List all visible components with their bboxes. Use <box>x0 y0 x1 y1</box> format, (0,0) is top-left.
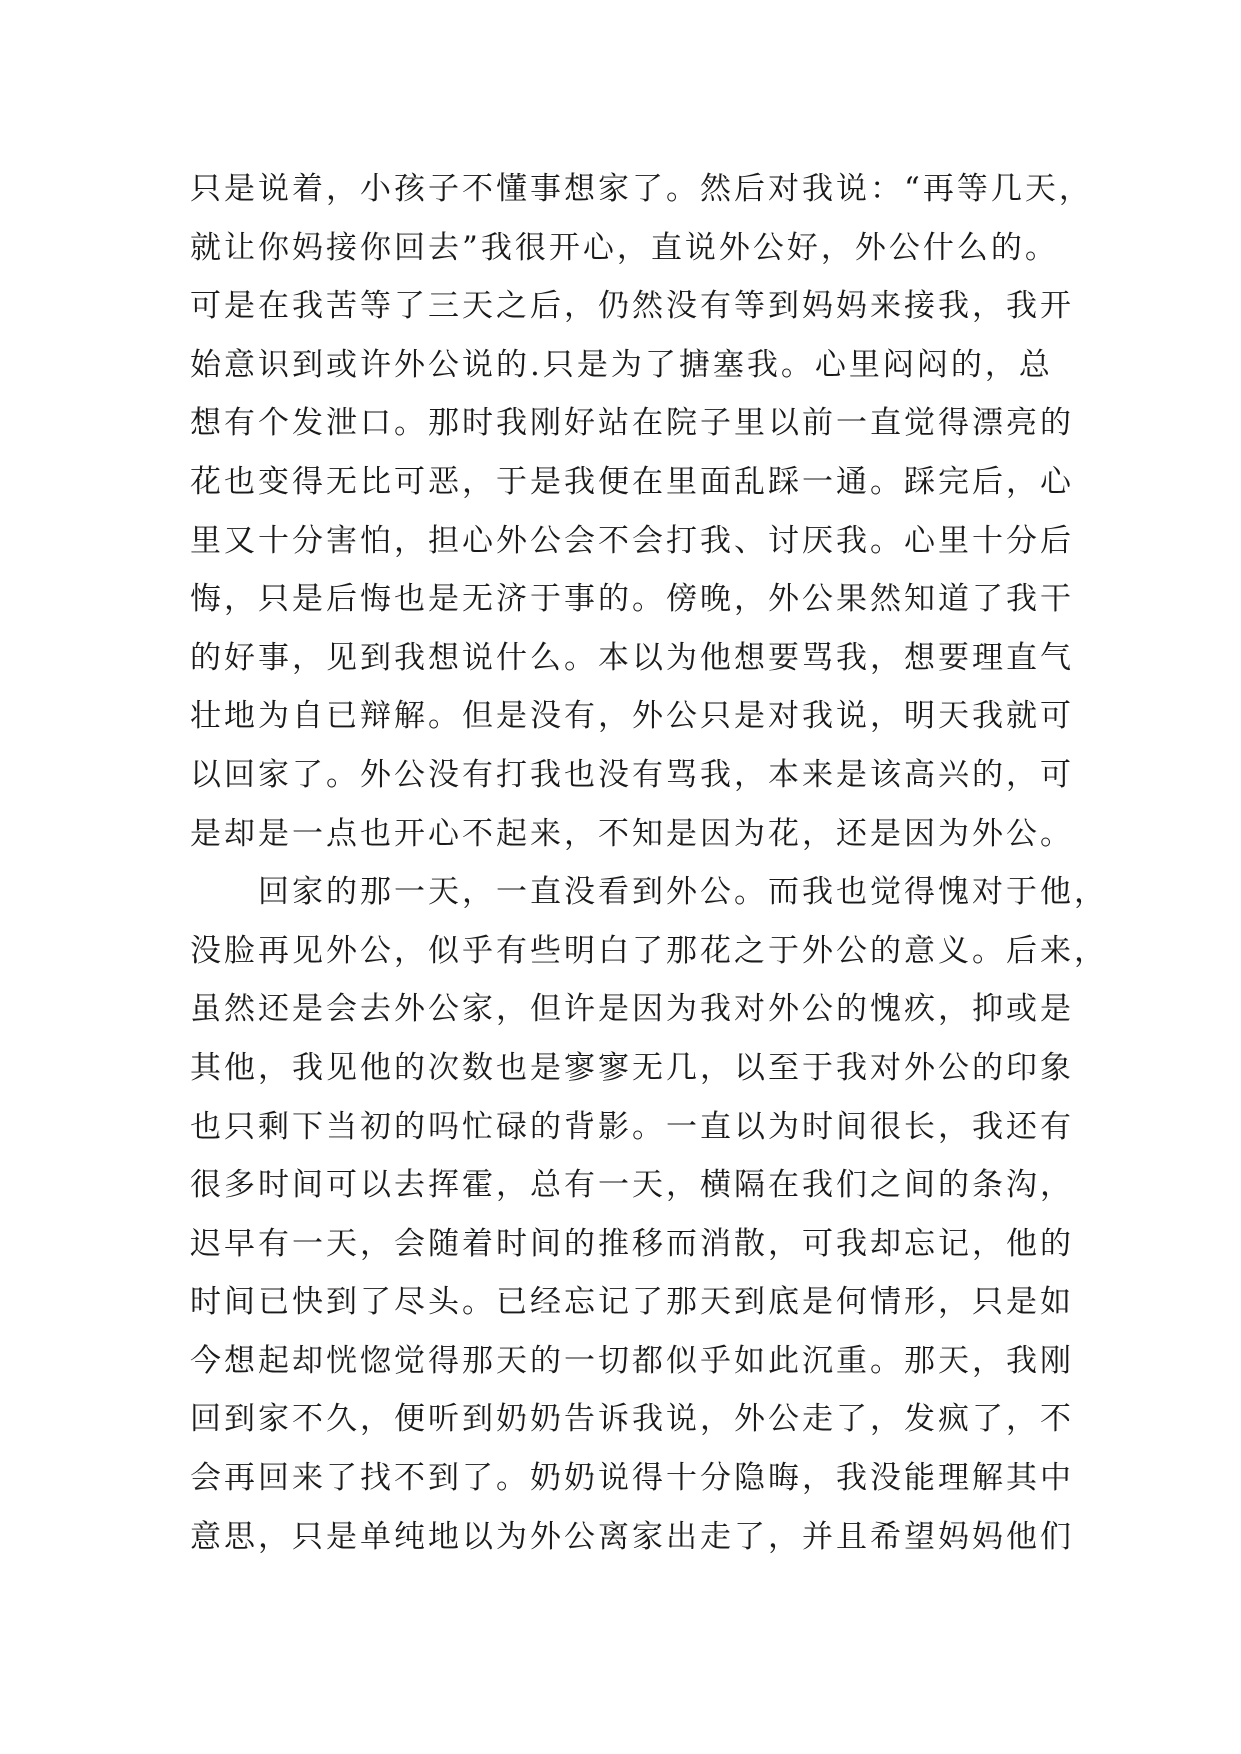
text-line: 里又十分害怕，担心外公会不会打我、讨厌我。心里十分后 <box>190 522 1074 559</box>
text-line: 意思，只是单纯地以为外公离家出走了，并且希望妈妈他们 <box>190 1518 1074 1555</box>
text-line: 其他，我见他的次数也是寥寥无几，以至于我对外公的印象 <box>190 1049 1074 1086</box>
text-line: 始意识到或许外公说的.只是为了搪塞我。心里闷闷的，总 <box>190 346 1053 383</box>
text-line: 很多时间可以去挥霍，总有一天，横隔在我们之间的条沟， <box>190 1167 1074 1204</box>
text-line: 就让你妈接你回去”我很开心，直说外公好，外公什么的。 <box>190 229 1059 266</box>
text-line: 悔，只是后悔也是无济于事的。傍晚，外公果然知道了我干 <box>190 581 1074 618</box>
text-line: 花也变得无比可恶，于是我便在里面乱踩一通。踩完后，心 <box>190 463 1074 500</box>
text-line: 以回家了。外公没有打我也没有骂我，本来是该高兴的，可 <box>190 756 1074 793</box>
text-line: 会再回来了找不到了。奶奶说得十分隐晦，我没能理解其中 <box>190 1460 1074 1497</box>
text-line: 可是在我苦等了三天之后，仍然没有等到妈妈来接我，我开 <box>190 288 1074 325</box>
text-line: 迟早有一天，会随着时间的推移而消散，可我却忘记，他的 <box>190 1225 1074 1262</box>
text-line: 没脸再见外公，似乎有些明白了那花之于外公的意义。后来， <box>190 932 1108 969</box>
text-line: 虽然还是会去外公家，但许是因为我对外公的愧疚，抑或是 <box>190 991 1074 1028</box>
text-line: 壮地为自已辩解。但是没有，外公只是对我说，明天我就可 <box>190 698 1074 735</box>
text-line: 回到家不久，便听到奶奶告诉我说，外公走了，发疯了，不 <box>190 1401 1074 1438</box>
text-line: 想有个发泄口。那时我刚好站在院子里以前一直觉得漂亮的 <box>190 405 1074 442</box>
paragraph-start-line: 回家的那一天，一直没看到外公。而我也觉得愧对于他， <box>258 874 1108 911</box>
text-line: 的好事，见到我想说什么。本以为他想要骂我，想要理直气 <box>190 639 1074 676</box>
text-line: 今想起却恍惚觉得那天的一切都似乎如此沉重。那天，我刚 <box>190 1342 1074 1379</box>
text-line: 时间已快到了尽头。已经忘记了那天到底是何情形，只是如 <box>190 1284 1074 1321</box>
text-line: 是却是一点也开心不起来，不知是因为花，还是因为外公。 <box>190 815 1074 852</box>
body-text <box>190 160 1108 1566</box>
text-line: 也只剩下当初的吗忙碌的背影。一直以为时间很长，我还有 <box>190 1108 1074 1145</box>
text-line: 只是说着，小孩子不懂事想家了。然后对我说：“再等几天， <box>190 171 1093 207</box>
